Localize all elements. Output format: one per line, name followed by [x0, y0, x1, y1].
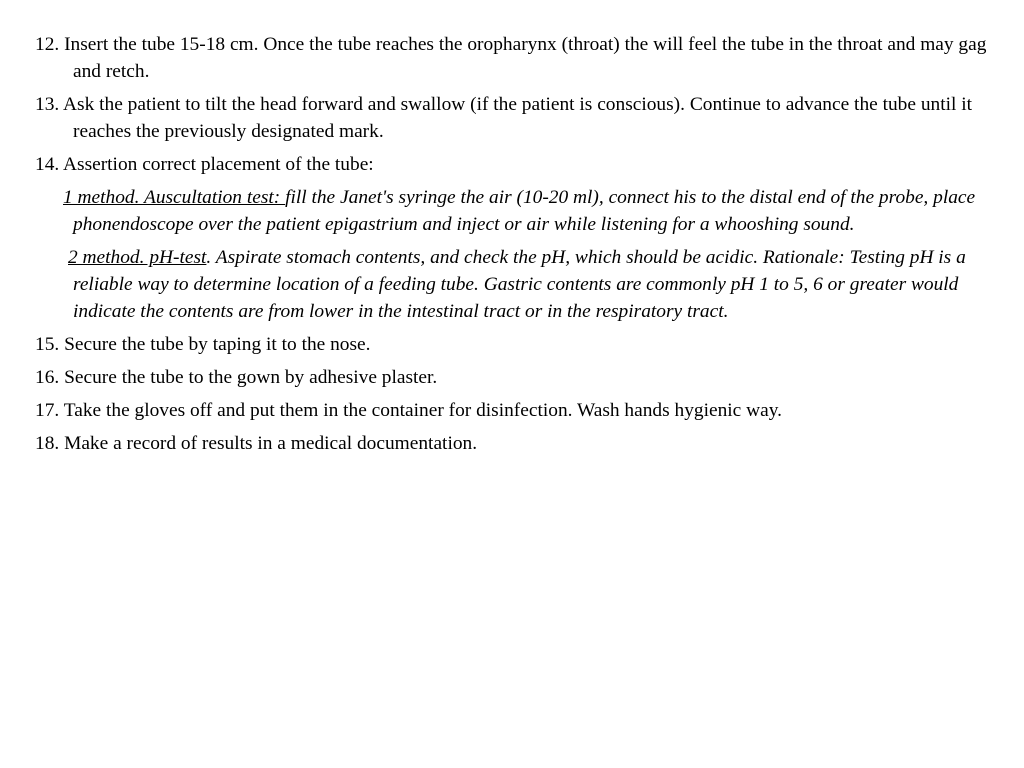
method-1-auscultation: [35, 184, 1005, 238]
method-2-ph-test: [35, 244, 1005, 325]
step-16: 16. Secure the tube to the gown by adhesive plaster.: [35, 367, 438, 388]
step-17: 17. Take the gloves off and put them in the container for disinfection. Wash hands hygienic way.: [35, 400, 783, 421]
method-2-heading: 2 method. pH-test: [68, 247, 207, 268]
step-18: 18. Make a record of results in a medical documentation.: [35, 433, 478, 454]
method-1-heading: 1 method. Auscultation test:: [63, 187, 286, 208]
procedure-steps-text: [35, 31, 1005, 463]
step-15: 15. Secure the tube by taping it to the nose.: [35, 334, 371, 355]
step-14: 14. Assertion correct placement of the tube:: [35, 154, 374, 175]
method-1-body: fill the Janet's syringe the air (10-20 ml), connect his to the distal end of the probe, place phonendoscope over the patient epigastrium and inject or air while listening for a whooshing sound.: [73, 187, 976, 235]
step-13: 13. Ask the patient to tilt the head forward and swallow (if the patient is conscious). Continue to advance the tube until it reaches the previously designated mark.: [35, 94, 972, 142]
method-2-body: . Aspirate stomach contents, and check the pH, which should be acidic. Rationale: Testing pH is a reliable way to determine location of a feeding tube. Gastric contents are commonly pH 1 to 5, 6 or greater would indicate the contents are from lower in the intestinal tract or in the respiratory tract.: [73, 247, 966, 322]
step-12: 12. Insert the tube 15-18 cm. Once the tube reaches the oropharynx (throat) the will feel the tube in the throat and may gag and retch.: [35, 34, 987, 82]
